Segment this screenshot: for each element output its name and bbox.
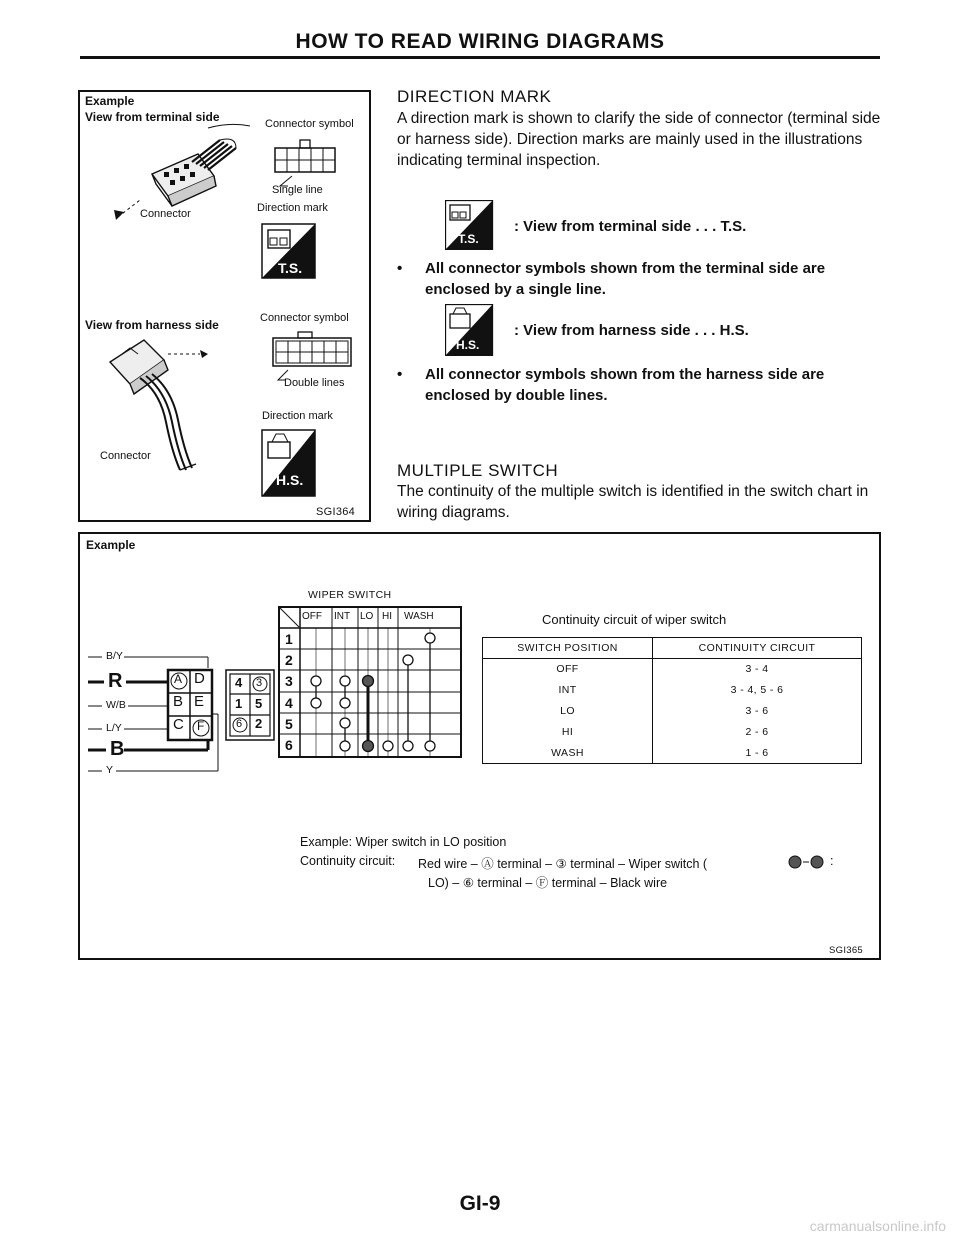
bullet-dot: •: [397, 366, 403, 383]
ts-definition-line: : View from terminal side . . . T.S.: [514, 218, 747, 235]
connector-right-terminal: 1: [235, 696, 243, 711]
direction-mark-label-2: Direction mark: [262, 410, 333, 422]
circuit-label: Continuity circuit:: [300, 854, 396, 868]
table-cell: 3 - 4: [653, 659, 862, 680]
switch-row-label: 1: [285, 631, 293, 647]
connector-left-terminal: F: [197, 719, 205, 733]
table-cell: 1 - 6: [653, 743, 862, 764]
wire-label: Y: [106, 764, 114, 776]
connector-symbol-label-2: Connector symbol: [260, 312, 349, 324]
switch-row-label: 4: [285, 695, 293, 711]
connector-label-1: Connector: [140, 208, 191, 220]
connector-right-terminal: 3: [256, 677, 263, 689]
figure2-example-label: Example: [86, 538, 136, 552]
bullet-single-line: [397, 258, 881, 300]
table-cell: WASH: [483, 743, 653, 764]
table-cell: 2 - 6: [653, 722, 862, 743]
switch-row-label: 6: [285, 737, 293, 753]
direction-mark-label-1: Direction mark: [257, 202, 328, 214]
table-header: SWITCH POSITION: [483, 638, 653, 659]
header-rule: [80, 56, 880, 59]
table-cell: 3 - 6: [653, 701, 862, 722]
terminal-side-connector-icon: [152, 139, 236, 206]
direction-mark-heading: DIRECTION MARK: [397, 87, 552, 106]
wire-label: W/B: [106, 699, 126, 711]
table-header: CONTINUITY CIRCUIT: [653, 638, 862, 659]
switch-column-header: LO: [360, 611, 374, 622]
wiper-switch-grid: [278, 606, 462, 758]
bullet-dot: •: [397, 260, 403, 277]
bullet-double-lines: [397, 364, 881, 406]
figure2-ref: SGI365: [829, 945, 864, 956]
connector-left-terminal: E: [194, 693, 205, 710]
continuity-title: Continuity circuit of wiper switch: [542, 612, 727, 627]
ts-inline-badge-label: T.S.: [458, 232, 479, 246]
connector-left-terminal: A: [174, 672, 183, 686]
single-line-connector-symbol-icon: [275, 140, 335, 186]
switch-column-header: HI: [382, 611, 392, 622]
watermark: carmanualsonline.info: [809, 1218, 946, 1234]
double-line-connector-symbol-icon: [273, 332, 351, 380]
hs-badge-label: H.S.: [276, 472, 304, 488]
continuity-table: [482, 637, 862, 764]
switch-column-header: INT: [334, 611, 351, 622]
circuit-line-1: Red wire – Ⓐ terminal – ③ terminal – Wiper switch (: [418, 857, 708, 871]
switch-column-header: WASH: [404, 611, 434, 622]
wiper-switch-title: WIPER SWITCH: [308, 589, 392, 601]
harness-side-title: View from harness side: [85, 318, 219, 332]
multiple-switch-body: The continuity of the multiple switch is identified in the switch chart in wiring diagrams.: [397, 483, 869, 521]
example-line: Example: Wiper switch in LO position: [300, 835, 507, 849]
bullet-single-line-text: All connector symbols shown from the terminal side are enclosed by a single line.: [425, 260, 826, 298]
switch-column-header: OFF: [302, 611, 322, 622]
figure1-ref: SGI364: [316, 506, 356, 518]
table-cell: INT: [483, 680, 653, 701]
multiple-switch-heading: MULTIPLE SWITCH: [397, 461, 559, 480]
wire-label: B: [110, 738, 125, 760]
figure1-example-label: Example: [85, 94, 135, 108]
wire-label: L/Y: [106, 722, 122, 734]
wiper-switch-figure: [78, 532, 881, 960]
switch-row-label: 3: [285, 673, 293, 689]
terminal-side-title: View from terminal side: [85, 110, 220, 124]
page-number: GI-9: [459, 1192, 501, 1215]
page-title: HOW TO READ WIRING DIAGRAMS: [295, 30, 665, 53]
circuit-line-2: LO) – ⑥ terminal – Ⓕ terminal – Black wire: [428, 876, 668, 890]
connector-right-terminal: 4: [235, 675, 243, 690]
connector-left-terminal: B: [173, 693, 184, 710]
connector-right-terminal: 2: [255, 716, 263, 731]
table-cell: LO: [483, 701, 653, 722]
double-lines-label: Double lines: [284, 377, 345, 389]
circuit-line-1-end: :: [830, 854, 834, 868]
switch-row-label: 2: [285, 652, 293, 668]
ts-badge-label: T.S.: [278, 260, 303, 276]
table-cell: OFF: [483, 659, 653, 680]
bullet-double-lines-text: All connector symbols shown from the harness side are enclosed by double lines.: [425, 366, 825, 404]
connector-label-2: Connector: [100, 450, 151, 462]
wire-label: B/Y: [106, 650, 123, 662]
direction-mark-body: A direction mark is shown to clarify the side of connector (terminal side or harness side). Direction marks are mainly used in the illustrations indicating terminal inspection.: [397, 110, 881, 169]
hs-definition-line: : View from harness side . . . H.S.: [514, 322, 749, 339]
wiper-switch-chart: [278, 606, 462, 758]
wire-label: R: [108, 670, 123, 692]
connector-right-terminal: 5: [255, 696, 263, 711]
connector-left-terminal: D: [194, 670, 205, 687]
single-line-label: Single line: [272, 184, 323, 196]
direction-mark-figure: [78, 90, 371, 522]
connector-symbol-label-1: Connector symbol: [265, 118, 354, 130]
connector-right-terminal: 6: [236, 718, 243, 730]
table-cell: 3 - 4, 5 - 6: [653, 680, 862, 701]
connector-left-terminal: C: [173, 716, 184, 733]
table-cell: HI: [483, 722, 653, 743]
wiper-contact-icons: [788, 854, 828, 870]
switch-row-label: 5: [285, 716, 293, 732]
hs-inline-badge-label: H.S.: [456, 338, 480, 352]
